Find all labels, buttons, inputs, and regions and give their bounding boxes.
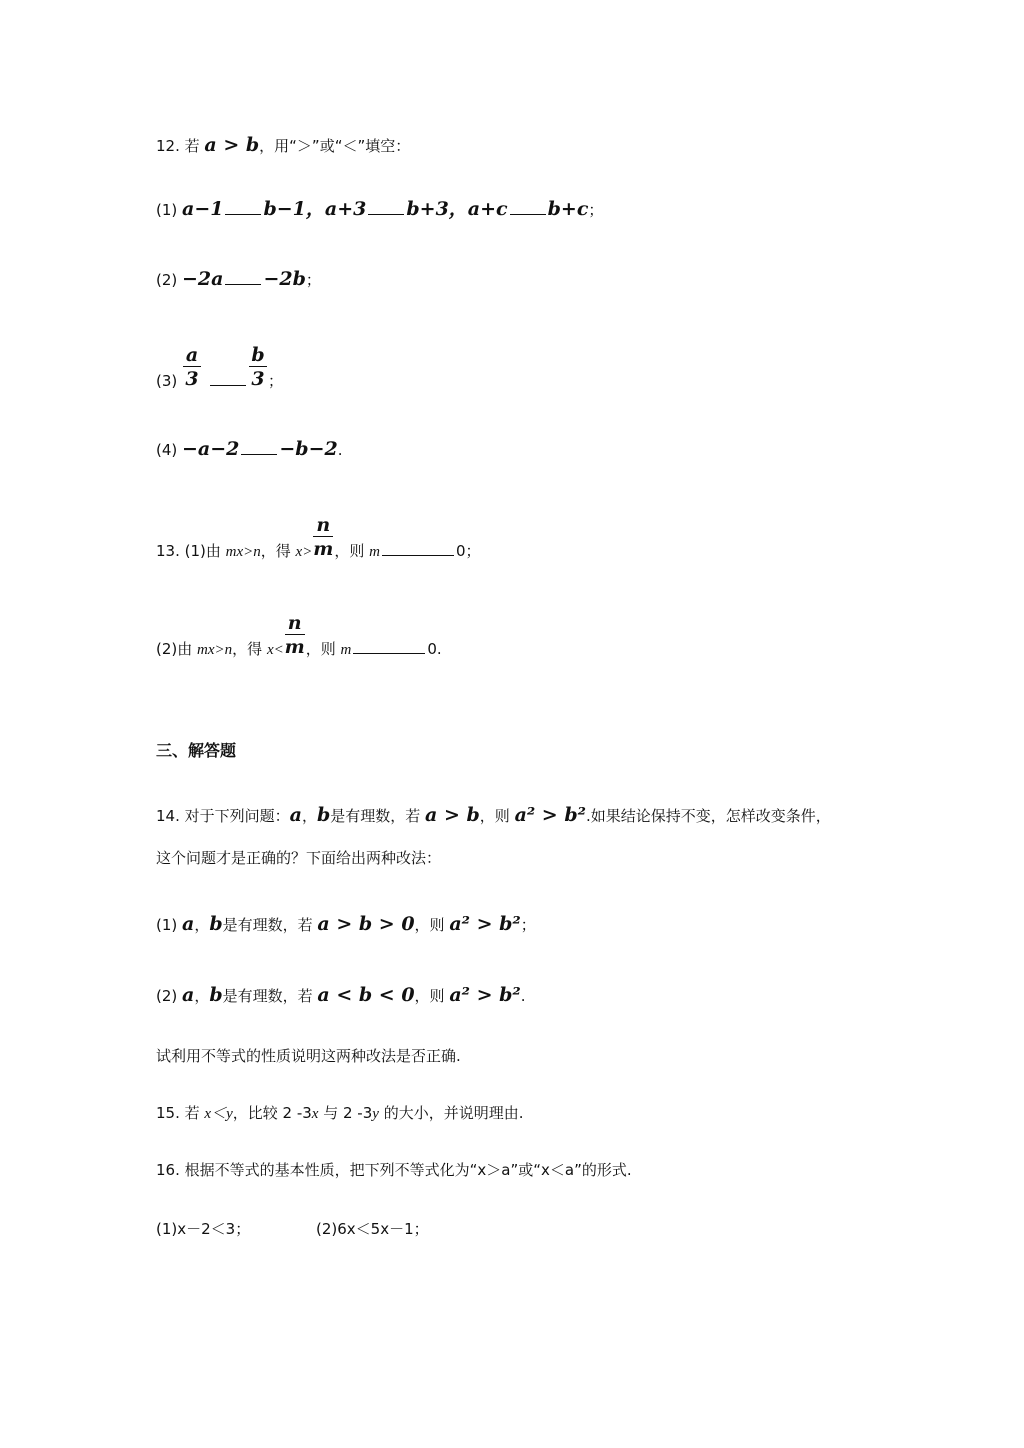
q12-part1: [156, 200, 603, 219]
section-heading: 三、解答题: [156, 741, 237, 760]
condition: a < b < 0: [317, 984, 415, 1006]
expression: −2b: [263, 268, 306, 290]
q14-text: 是有理数，若: [222, 987, 318, 1005]
answer-blank[interactable]: [210, 383, 246, 386]
q13-part2: [156, 612, 442, 658]
q13-text: 13. (1)由: [156, 542, 226, 560]
conclusion: a² > b²: [449, 984, 521, 1006]
q14-part2: [156, 986, 526, 1005]
answer-blank[interactable]: [353, 651, 425, 654]
condition: a > b: [425, 804, 480, 826]
part-label: (1): [156, 916, 183, 934]
q14-text: 是有理数，若: [330, 807, 426, 825]
q14-text: ，则: [479, 807, 515, 825]
variable-a: a: [289, 804, 302, 826]
fraction-b-over-3: $\frac{b}{3}$: [248, 372, 268, 386]
punctuation: ；: [588, 201, 604, 219]
variable-a: a: [182, 984, 195, 1006]
answer-blank[interactable]: [510, 212, 546, 215]
expression: m: [340, 642, 352, 658]
q15-text: 的大小，并说明理由.: [378, 1104, 524, 1122]
q14-text: 是有理数，若: [222, 916, 318, 934]
variable-x: x: [311, 1106, 319, 1122]
expression: mx>n: [197, 642, 233, 658]
answer-blank[interactable]: [225, 212, 261, 215]
fraction-n-over-m: $\frac{n}{m}$: [284, 612, 305, 658]
q14-line2: 这个问题才是正确的？下面给出两种改法：: [156, 849, 442, 867]
variable-b: b: [209, 984, 223, 1006]
q15-text: 15. 若: [156, 1104, 205, 1122]
q15-text: 与 2 -3: [318, 1104, 373, 1122]
q12-text: 若: [184, 137, 205, 155]
q12-part2: [156, 270, 321, 289]
part-label: (2): [156, 271, 183, 289]
q16-stem: 16. 根据不等式的基本性质，把下列不等式化为“x＞a”或“x＜a”的形式.: [156, 1161, 632, 1179]
q12-instruction: ，用“＞”或“＜”填空：: [259, 137, 411, 155]
expression: mx>n: [225, 544, 261, 560]
expression: x>: [295, 544, 313, 560]
q14-text: ，则: [414, 916, 450, 934]
expression: a+c: [467, 198, 508, 220]
fraction-a-over-3: $\frac{a}{3}$: [182, 372, 202, 386]
q12-number: 12.: [156, 137, 185, 155]
punctuation: ，: [301, 807, 317, 825]
punctuation: ；: [305, 271, 321, 289]
q15: [156, 1106, 523, 1122]
fraction-n-over-m: $\frac{n}{m}$: [313, 514, 334, 560]
condition: x＜y: [204, 1106, 233, 1122]
variable-b: b: [209, 913, 223, 935]
q12-part4: [156, 440, 343, 459]
q14-text: 14. 对于下列问题：: [156, 807, 290, 825]
q14-text: ，则: [414, 987, 450, 1005]
q14-part1: [156, 915, 536, 934]
expression: −2a: [182, 268, 224, 290]
q16-part2: (2)6x＜5x－1；: [316, 1220, 429, 1238]
q13-text: 0；: [455, 542, 481, 560]
part-label: (2): [156, 987, 183, 1005]
q13-part1: [156, 514, 481, 560]
variable-b: b: [316, 804, 331, 826]
expression: b−1，: [263, 198, 325, 220]
condition: a > b > 0: [317, 913, 415, 935]
answer-blank[interactable]: [225, 282, 261, 285]
q15-text: ，比较 2 -3: [232, 1104, 312, 1122]
expression: −a−2: [182, 438, 240, 460]
variable-y: y: [372, 1106, 379, 1122]
answer-blank[interactable]: [241, 452, 277, 455]
conclusion: a² > b²: [514, 804, 586, 826]
expression: b+3，: [406, 198, 468, 220]
q13-text: (2)由: [156, 640, 198, 658]
expression: −b−2: [279, 438, 338, 460]
q13-text: ，则: [305, 640, 341, 658]
punctuation: .: [520, 987, 526, 1005]
expression: a−1: [182, 198, 224, 220]
expression: a+3: [324, 198, 367, 220]
variable-a: a: [182, 913, 195, 935]
part-label: (3): [156, 372, 183, 390]
conclusion: a² > b²: [449, 913, 521, 935]
answer-blank[interactable]: [368, 212, 404, 215]
q14-line1: [156, 806, 831, 825]
q12-condition: a > b: [204, 134, 260, 156]
punctuation: ；: [520, 916, 536, 934]
expression: m: [369, 544, 380, 560]
expression: x<: [266, 642, 284, 658]
answer-blank[interactable]: [382, 553, 454, 556]
q13-text: ，得: [232, 640, 267, 658]
punctuation: ；: [268, 372, 284, 390]
q14-closing: 试利用不等式的性质说明这两种改法是否正确.: [156, 1047, 461, 1065]
q16-part1: (1)x－2＜3；: [156, 1220, 251, 1238]
expression: b+c: [547, 198, 589, 220]
q13-text: ，得: [260, 542, 296, 560]
q12-stem: [156, 136, 410, 155]
q12-part3: [156, 344, 284, 390]
part-label: (1): [156, 201, 183, 219]
q13-text: 0.: [427, 640, 442, 658]
punctuation: ，: [194, 916, 210, 934]
q14-text: .如果结论保持不变，怎样改变条件，: [585, 807, 831, 825]
punctuation: ，: [194, 987, 210, 1005]
q13-text: ，则: [334, 542, 370, 560]
part-label: (4): [156, 441, 183, 459]
punctuation: .: [337, 441, 343, 459]
